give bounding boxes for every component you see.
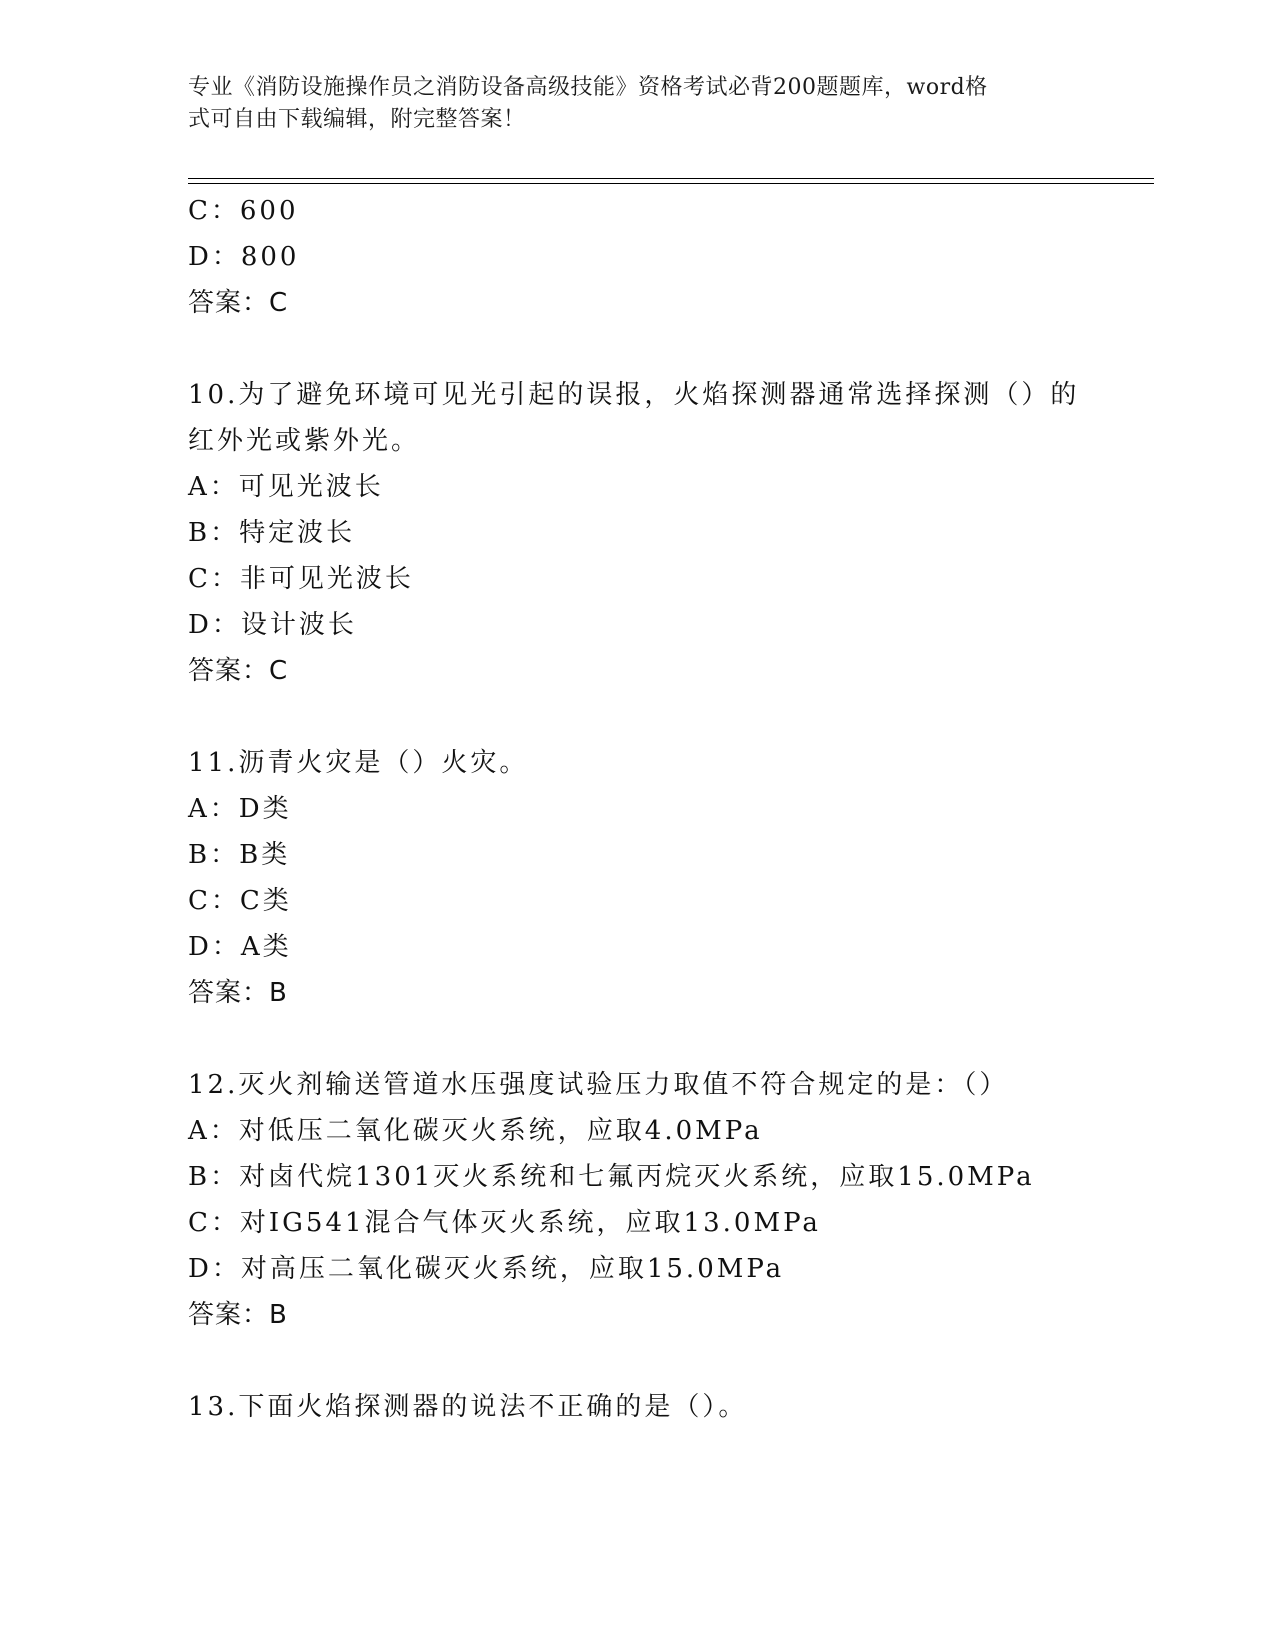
- carryover-question: [188, 188, 1148, 326]
- option-c: C：对IG541混合气体灭火系统，应取13.0MPa: [188, 1208, 821, 1238]
- option-b: B：B类: [188, 840, 291, 870]
- header-divider-bottom: [188, 183, 1154, 184]
- spacer: [188, 326, 1148, 372]
- question-10: [188, 372, 1148, 694]
- option-c: C：C类: [188, 886, 292, 916]
- option-c: C：非可见光波长: [188, 564, 414, 594]
- question-stem-continued: 红外光或紫外光。: [188, 426, 421, 456]
- answer-line: 答案：B: [188, 1300, 288, 1330]
- question-stem: 11.沥青火灾是（）火灾。: [188, 748, 529, 778]
- option-a: A：对低压二氧化碳灭火系统，应取4.0MPa: [188, 1116, 763, 1146]
- answer-line: 答案：B: [188, 978, 288, 1008]
- question-11: [188, 740, 1148, 1016]
- document-header: [188, 72, 1068, 136]
- header-line-1: 专业《消防设施操作员之消防设备高级技能》资格考试必背200题题库，word格: [188, 75, 988, 100]
- answer-line: 答案：C: [188, 288, 289, 318]
- option-a: A：可见光波长: [188, 472, 384, 502]
- option-c: C：600: [188, 196, 299, 226]
- question-12: [188, 1062, 1148, 1338]
- question-stem: 13.下面火焰探测器的说法不正确的是（）。: [188, 1392, 748, 1422]
- option-d: D：设计波长: [188, 610, 357, 640]
- spacer: [188, 1338, 1148, 1384]
- option-b: B：特定波长: [188, 518, 356, 548]
- option-b: B：对卤代烷1301灭火系统和七氟丙烷灭火系统，应取15.0MPa: [188, 1162, 1035, 1192]
- header-divider-top: [188, 178, 1154, 179]
- option-d: D：A类: [188, 932, 292, 962]
- question-13: [188, 1384, 1148, 1430]
- spacer: [188, 694, 1148, 740]
- header-line-2: 式可自由下载编辑，附完整答案！: [188, 107, 526, 132]
- spacer: [188, 1016, 1148, 1062]
- option-d: D：对高压二氧化碳灭火系统，应取15.0MPa: [188, 1254, 785, 1284]
- question-stem: 12.灭火剂输送管道水压强度试验压力取值不符合规定的是：（）: [188, 1070, 1009, 1100]
- option-d: D：800: [188, 242, 300, 272]
- question-stem: 10.为了避免环境可见光引起的误报，火焰探测器通常选择探测（）的: [188, 380, 1080, 410]
- question-content: [188, 188, 1148, 1430]
- option-a: A：D类: [188, 794, 292, 824]
- answer-line: 答案：C: [188, 656, 289, 686]
